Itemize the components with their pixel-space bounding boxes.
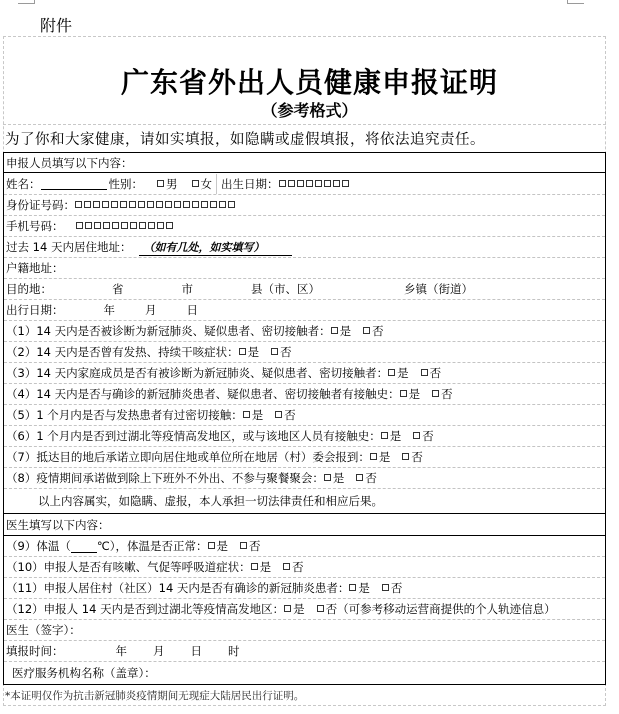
row-destination	[4, 279, 605, 300]
past-address-field[interactable]: （如有几处，如实填写）	[139, 239, 292, 256]
digit-box-icon	[324, 180, 331, 187]
answer-no[interactable]	[432, 386, 453, 402]
question-text: （5）1 个月内是否与发热患者有过密切接触：	[6, 408, 243, 422]
question-row-9	[4, 536, 605, 557]
destination-city: 市	[181, 282, 193, 296]
answer-yes[interactable]	[331, 323, 352, 339]
digit-box-icon	[342, 180, 349, 187]
digit-box-icon	[279, 180, 286, 187]
row-travel-date	[4, 300, 605, 321]
digit-box-icon	[166, 222, 173, 229]
no-label: 否	[292, 560, 304, 574]
checkbox-icon	[324, 474, 331, 481]
title-separator	[3, 124, 606, 125]
checkbox-icon	[284, 605, 291, 612]
digit-box-icon	[84, 201, 91, 208]
answer-no[interactable]	[240, 538, 261, 554]
no-label: 否	[249, 539, 261, 553]
fill-time-hour: 时	[228, 644, 240, 658]
row-doctor-signature	[4, 620, 605, 641]
digit-box-icon	[210, 201, 217, 208]
digit-box-icon	[76, 222, 83, 229]
question-text: （12）申报人 14 天内是否到过湖北等疫情高发地区：	[6, 602, 285, 616]
answer-yes[interactable]	[388, 365, 409, 381]
institution-label: 医疗服务机构名称（盖章）：	[12, 666, 156, 680]
checkbox-icon	[381, 432, 388, 439]
question-text: （8）疫情期间承诺做到除上下班外不外出、不参与聚餐聚会：	[6, 471, 324, 485]
question-row-1	[4, 321, 605, 342]
no-label: 否	[372, 324, 384, 338]
digit-box-icon	[93, 201, 100, 208]
digit-box-icon	[157, 222, 164, 229]
q9-unit-text: ℃），体温是否正常：	[96, 539, 208, 553]
checkbox-icon	[275, 411, 282, 418]
question-row-7	[4, 447, 605, 468]
gender-label: 性别：	[108, 176, 143, 191]
phone-label: 手机号码：	[6, 219, 64, 233]
question-text: （11）申报人居住村（社区）14 天内是否有确诊的新冠肺炎患者：	[6, 581, 350, 595]
question-row-6	[4, 426, 605, 447]
no-label: 否	[365, 471, 377, 485]
temperature-field[interactable]	[71, 540, 97, 553]
row-institution	[4, 662, 605, 684]
yes-label: 是	[293, 602, 305, 616]
checkbox-icon	[239, 348, 246, 355]
answer-yes[interactable]	[324, 470, 345, 486]
id-number-boxes[interactable]	[75, 198, 237, 212]
digit-box-icon	[94, 222, 101, 229]
checkbox-icon	[192, 180, 199, 187]
answer-no[interactable]	[402, 449, 423, 465]
checkbox-icon	[413, 432, 420, 439]
checkbox-icon	[240, 542, 247, 549]
no-label: 否	[325, 602, 338, 616]
footnote: *本证明仅作为抗击新冠肺炎疫情期间无现症大陆居民出行证明。	[5, 690, 305, 702]
no-label: 否	[411, 450, 423, 464]
question-row-4	[4, 384, 605, 405]
checkbox-icon	[400, 390, 407, 397]
digit-box-icon	[165, 201, 172, 208]
checkbox-icon	[283, 563, 290, 570]
checkbox-icon	[271, 348, 278, 355]
row-id-number	[4, 195, 605, 216]
doctor-section-heading	[4, 514, 605, 536]
checkbox-icon	[421, 369, 428, 376]
declaration-form-table	[3, 152, 606, 685]
declaration-row	[4, 489, 605, 514]
yes-label: 是	[358, 581, 370, 595]
q9-prefix: （9）体温（	[6, 539, 71, 553]
page-corner-mark-left	[18, 0, 35, 4]
answer-yes[interactable]	[208, 538, 229, 554]
yes-label: 是	[389, 429, 402, 443]
no-label: 否	[284, 408, 296, 422]
answer-no[interactable]	[275, 407, 296, 423]
applicant-heading-text: 申报人员填写以下内容：	[6, 155, 133, 170]
warning-notice: 为了你和大家健康，请如实填报，如隐瞒或虚假填报，将依法追究责任。	[5, 132, 485, 148]
digit-box-icon	[183, 201, 190, 208]
digit-box-icon	[139, 222, 146, 229]
row-name-gender-birth	[4, 173, 605, 195]
digit-box-icon	[297, 180, 304, 187]
answer-no[interactable]	[382, 580, 403, 596]
declaration-text: 以上内容属实，如隐瞒、虚报，本人承担一切法律责任和相应后果。	[38, 494, 383, 508]
digit-box-icon	[306, 180, 313, 187]
digit-box-icon	[156, 201, 163, 208]
answer-no[interactable]	[271, 344, 292, 360]
travel-date-label: 出行日期：	[6, 303, 64, 317]
no-label: 否	[280, 345, 292, 359]
digit-box-icon	[112, 222, 119, 229]
column-divider	[216, 174, 217, 194]
document-title: 广东省外出人员健康申报证明	[120, 66, 498, 99]
checkbox-icon	[317, 605, 324, 612]
digit-box-icon	[174, 201, 181, 208]
page-corner-mark-right	[567, 0, 584, 4]
answer-yes[interactable]	[239, 344, 260, 360]
no-label: 否	[422, 429, 434, 443]
yes-label: 是	[251, 408, 264, 422]
answer-yes[interactable]	[349, 580, 370, 596]
digit-box-icon	[129, 201, 136, 208]
digit-box-icon	[103, 222, 110, 229]
name-label: 姓名：	[6, 176, 41, 191]
question-row-5	[4, 405, 605, 426]
birthdate-label: 出生日期：	[221, 176, 279, 191]
digit-box-icon	[120, 201, 127, 208]
yes-label: 是	[397, 366, 409, 380]
answer-no[interactable]	[363, 323, 384, 339]
doctor-signature-label: 医生（签字）：	[6, 623, 81, 637]
question-row-2	[4, 342, 605, 363]
question-row-10	[4, 557, 605, 578]
fill-time-month: 月	[153, 644, 165, 658]
checkbox-icon	[363, 327, 370, 334]
fill-time-year: 年	[115, 644, 127, 658]
row-fill-time	[4, 641, 605, 662]
digit-box-icon	[333, 180, 340, 187]
digit-box-icon	[121, 222, 128, 229]
answer-yes[interactable]	[284, 601, 305, 617]
checkbox-icon	[251, 563, 258, 570]
digit-box-icon	[85, 222, 92, 229]
digit-box-icon	[219, 201, 226, 208]
answer-no[interactable]	[317, 601, 338, 617]
digit-box-icon	[130, 222, 137, 229]
id-number-label: 身份证号码：	[6, 198, 75, 212]
travel-date-month: 月	[145, 303, 157, 317]
travel-date-year: 年	[103, 303, 115, 317]
checkbox-icon	[370, 453, 377, 460]
destination-town: 乡镇（街道）	[404, 282, 473, 296]
yes-label: 是	[247, 345, 260, 359]
question-row-11	[4, 578, 605, 599]
checkbox-icon	[349, 584, 356, 591]
checkbox-icon	[382, 584, 389, 591]
answer-yes[interactable]	[251, 559, 272, 575]
row-past-address	[4, 237, 605, 258]
birthdate-boxes[interactable]	[279, 177, 351, 191]
name-field[interactable]	[41, 177, 107, 190]
yes-label: 是	[216, 539, 228, 553]
question-text: （7）抵达目的地后承诺立即向居住地或单位所在地居（村）委会报到：	[6, 450, 370, 464]
digit-box-icon	[192, 201, 199, 208]
checkbox-icon	[243, 411, 250, 418]
travel-date-day: 日	[186, 303, 198, 317]
answer-yes[interactable]	[370, 449, 391, 465]
digit-box-icon	[315, 180, 322, 187]
digit-box-icon	[111, 201, 118, 208]
row-phone	[4, 216, 605, 237]
yes-label: 是	[408, 387, 421, 401]
gender-male-label: 男	[166, 176, 178, 191]
row-household-address	[4, 258, 605, 279]
fill-time-label: 填报时间：	[6, 644, 64, 658]
gender-female-label: 女	[200, 176, 212, 191]
checkbox-icon	[157, 180, 164, 187]
document-subtitle: （参考格式）	[261, 101, 358, 120]
question-text: （1）14 天内是否被诊断为新冠肺炎、疑似患者、密切接触者：	[6, 324, 331, 338]
yes-label: 是	[378, 450, 391, 464]
question-row-3	[4, 363, 605, 384]
digit-box-icon	[75, 201, 82, 208]
digit-box-icon	[102, 201, 109, 208]
household-address-label: 户籍地址：	[6, 261, 64, 275]
answer-yes[interactable]	[243, 407, 264, 423]
past-address-label: 过去 14 天内居住地址：	[6, 240, 132, 254]
digit-box-icon	[148, 222, 155, 229]
question-text: （4）14 天内是否与确诊的新冠肺炎患者、疑似患者、密切接触者有接触史：	[6, 387, 400, 401]
no-label: 否	[441, 387, 453, 401]
digit-box-icon	[138, 201, 145, 208]
checkbox-icon	[356, 474, 363, 481]
question-note: （可参考移动运营商提供的个人轨迹信息）	[337, 602, 556, 616]
yes-label: 是	[332, 471, 345, 485]
answer-no[interactable]	[283, 559, 304, 575]
destination-province: 省	[112, 282, 124, 296]
phone-boxes[interactable]	[76, 219, 175, 233]
destination-county: 县（市、区）	[251, 282, 320, 296]
answer-no[interactable]	[421, 365, 442, 381]
question-row-8	[4, 468, 605, 489]
checkbox-icon	[432, 390, 439, 397]
destination-label: 目的地：	[6, 282, 52, 296]
attachment-label: 附件	[40, 16, 73, 35]
checkbox-icon	[402, 453, 409, 460]
question-row-12	[4, 599, 605, 620]
answer-no[interactable]	[356, 470, 377, 486]
question-text: （6）1 个月内是否到过湖北等疫情高发地区，或与该地区人员有接触史：	[6, 429, 381, 443]
gender-option-female[interactable]	[192, 176, 213, 192]
fill-time-day: 日	[190, 644, 202, 658]
question-text: （3）14 天内家庭成员是否有被诊断为新冠肺炎、疑似患者、密切接触者：	[6, 366, 389, 380]
gender-option-male[interactable]	[157, 176, 178, 192]
digit-box-icon	[228, 201, 235, 208]
checkbox-icon	[331, 327, 338, 334]
doctor-heading-text: 医生填写以下内容：	[6, 517, 110, 532]
no-label: 否	[429, 366, 442, 380]
digit-box-icon	[201, 201, 208, 208]
no-label: 否	[390, 581, 403, 595]
question-text: （10）申报人是否有咳嗽、气促等呼吸道症状：	[6, 560, 251, 574]
answer-yes[interactable]	[400, 386, 421, 402]
digit-box-icon	[147, 201, 154, 208]
applicant-section-heading	[4, 153, 605, 173]
question-text: （2）14 天内是否曾有发热、持续干咳症状：	[6, 345, 239, 359]
yes-label: 是	[259, 560, 272, 574]
checkbox-icon	[208, 542, 215, 549]
checkbox-icon	[388, 369, 395, 376]
answer-no[interactable]	[413, 428, 434, 444]
yes-label: 是	[339, 324, 352, 338]
digit-box-icon	[288, 180, 295, 187]
answer-yes[interactable]	[381, 428, 402, 444]
